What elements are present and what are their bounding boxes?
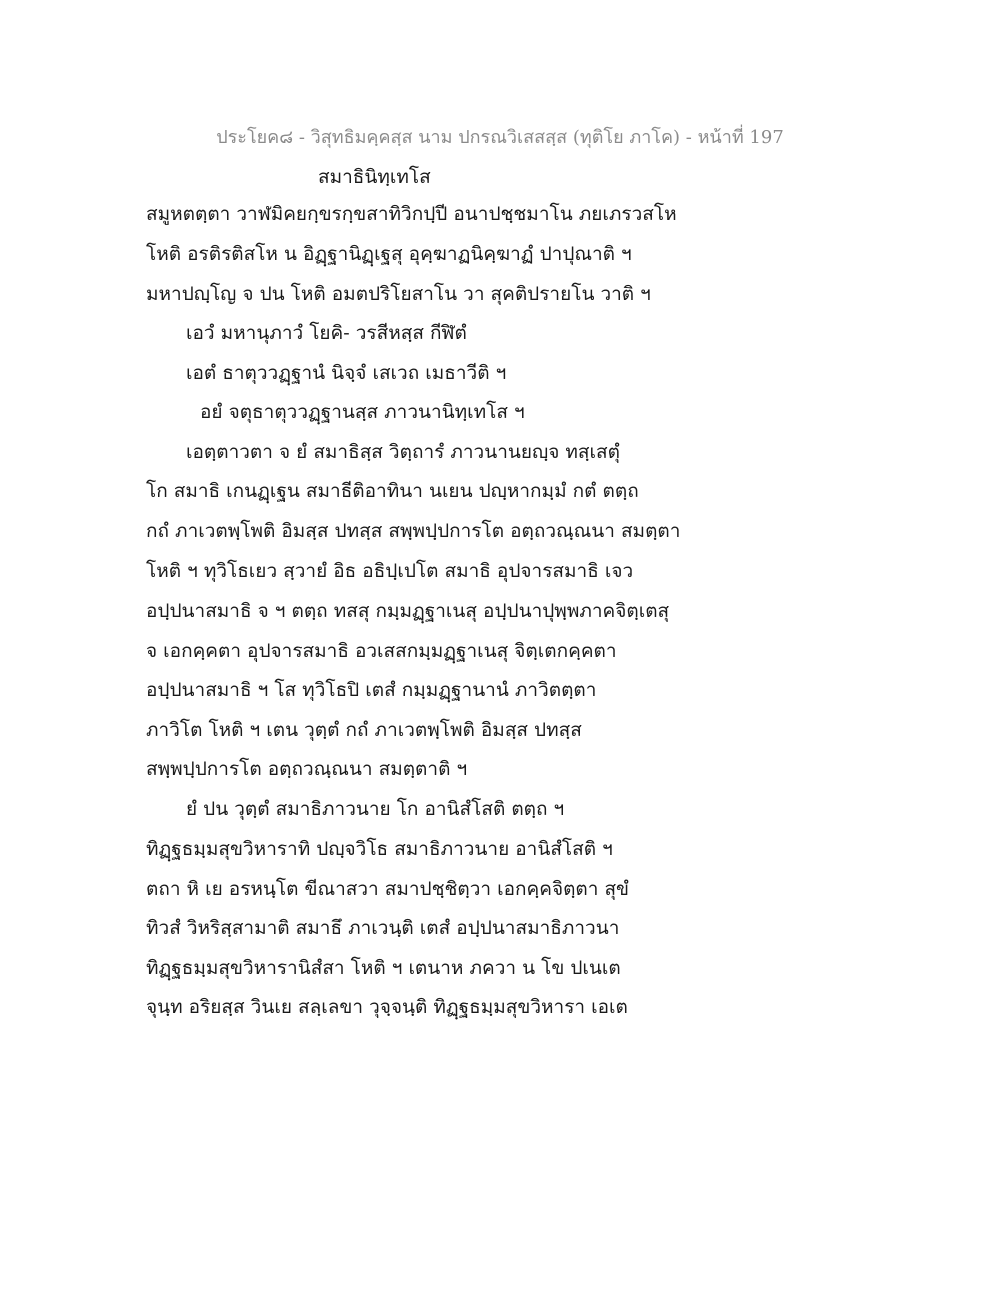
body-line: อปฺปนาสมาธิ จ ฯ ตตฺถ ทสสุ กมฺมฏฺฐาเนสุ อปฺปนาปุพฺพภาคจิตฺเตสุ <box>146 600 670 622</box>
section-title: สมาธินิทฺเทโส <box>318 166 431 188</box>
body-line: สมูหตตฺตา วาฬมิคยกฺขรกฺขสาทิวิกปฺปี อนาปชฺชมาโน ภยเภรวสโห <box>146 203 677 225</box>
verse-line: เอตํ ธาตุววฏฺฐานํ นิจฺจํ เสเวถ เมธาวีติ ฯ <box>186 362 507 384</box>
body-line: เอตฺตาวตา จ ยํ สมาธิสฺส วิตฺถารํ ภาวนานยญฺจ ทสฺเสตุํ <box>186 441 620 463</box>
body-line: โก สมาธิ เกนฏฺเฐน สมาธีติอาทินา นเยน ปญฺหากมฺมํ กตํ ตตฺถ <box>146 480 639 502</box>
running-header: ประโยค๘ - วิสุทธิมคฺคสฺส นาม ปกรณวิเสสสฺส (ทุติโย ภาโค) - หน้าที่ 197 <box>216 127 784 148</box>
body-line: สพฺพปฺปการโต อตฺถวณฺณนา สมตฺตาติ ฯ <box>146 758 468 780</box>
body-line: อปฺปนาสมาธิ ฯ โส ทุวิโธปิ เตสํ กมฺมฏฺฐานานํ ภาวิตตฺตา <box>146 679 597 701</box>
section-end-line: อยํ จตุธาตุววฏฺฐานสฺส ภาวนานิทฺเทโส ฯ <box>200 401 525 423</box>
verse-line: เอวํ มหานุภาวํ โยคิ- วรสีหสฺส กีฬิตํ <box>186 322 467 344</box>
body-line: ยํ ปน วุตฺตํ สมาธิภาวนาย โก อานิสํโสติ ตตฺถ ฯ <box>186 798 565 820</box>
body-line: จุนฺท อริยสฺส วินเย สลฺเลขา วุจฺจนฺติ ทิฏฺฐธมฺมสุขวิหารา เอเต <box>146 996 628 1018</box>
body-line: ตถา หิ เย อรหนฺโต ขีณาสวา สมาปชฺชิตฺวา เอกคฺคจิตฺตา สุขํ <box>146 878 630 900</box>
body-line: จ เอกคฺคตา อุปจารสมาธิ อวเสสกมฺมฏฺฐาเนสุ จิตฺเตกคฺคตา <box>146 640 617 662</box>
body-line: โหติ อรติรติสโห น อิฏฺฐานิฏฺเฐสุ อุคฺฆาฏนิคฺฆาฏํ ปาปุณาติ ฯ <box>146 243 632 265</box>
body-line: ทิฏฺฐธมฺมสุขวิหาราทิ ปญฺจวิโธ สมาธิภาวนาย อานิสํโสติ ฯ <box>146 838 613 860</box>
body-line: โหติ ฯ ทุวิโธเยว สฺวายํ อิธ อธิปฺเปโต สมาธิ อุปจารสมาธิ เจว <box>146 560 634 582</box>
body-line: ทิฏฺฐธมฺมสุขวิหารานิสํสา โหติ ฯ เตนาห ภควา น โข ปเนเต <box>146 957 621 979</box>
body-line: กถํ ภาเวตพฺโพติ อิมสฺส ปทสฺส สพฺพปฺปการโต อตฺถวณฺณนา สมตฺตา <box>146 520 681 542</box>
body-line: มหาปญฺโญ จ ปน โหติ อมตปริโยสาโน วา สุคติปรายโน วาติ ฯ <box>146 283 651 305</box>
body-line: ทิวสํ วิหริสฺสามาติ สมาธึ ภาเวนฺติ เตสํ อปฺปนาสมาธิภาวนา <box>146 917 620 939</box>
body-line: ภาวิโต โหติ ฯ เตน วุตฺตํ กถํ ภาเวตพฺโพติ อิมสฺส ปทสฺส <box>146 719 582 741</box>
